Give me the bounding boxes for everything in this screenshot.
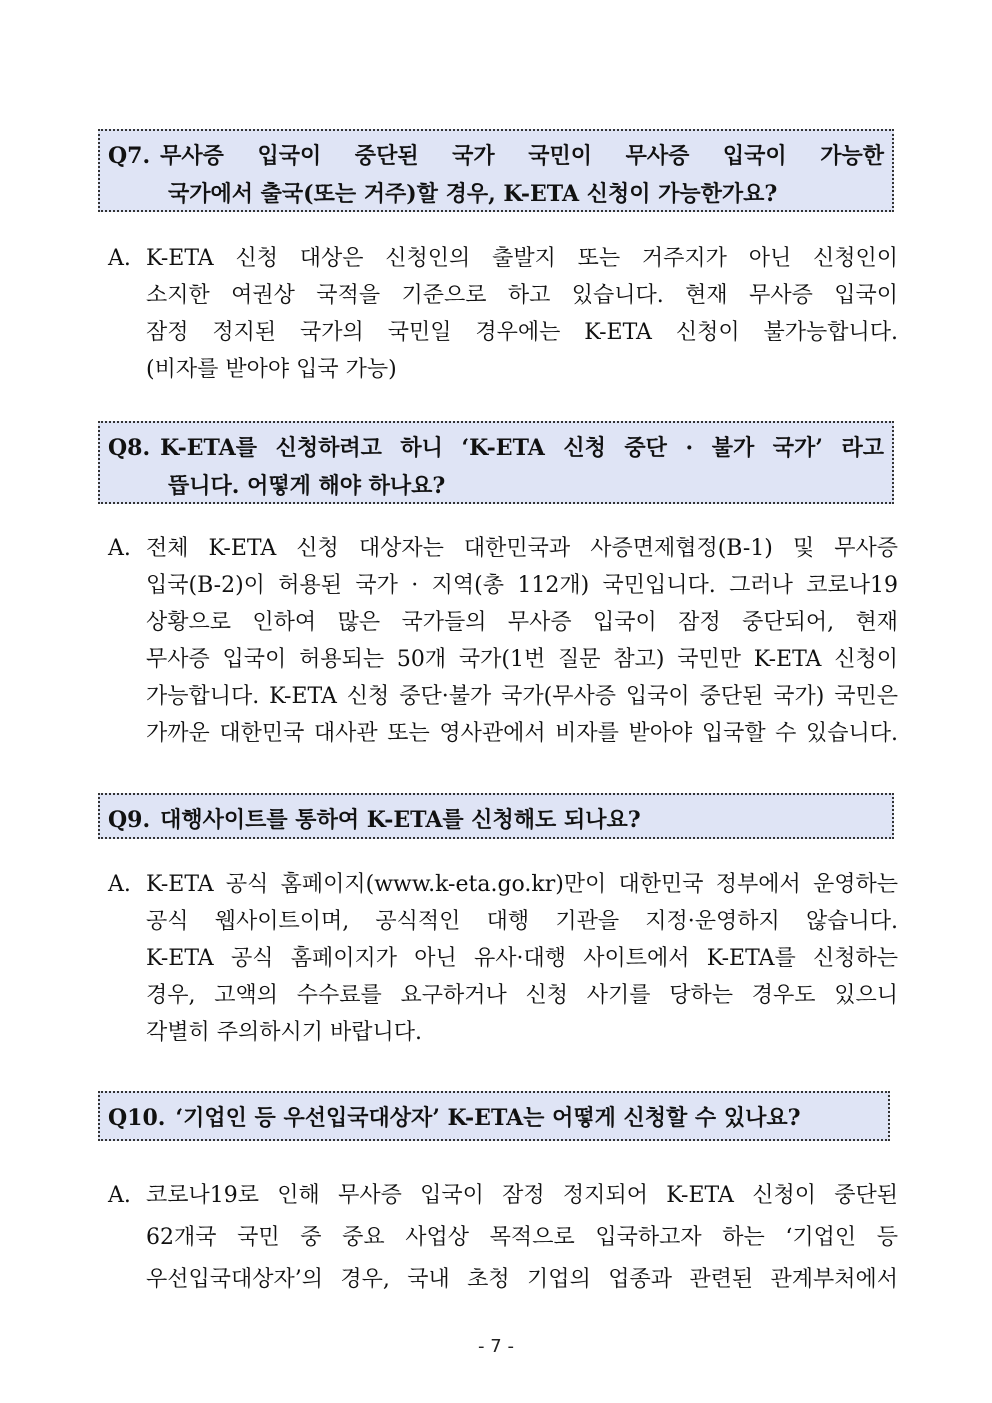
question-number: Q8. <box>108 435 151 461</box>
question-box-q8 <box>98 421 894 504</box>
answer-text: 코로나19로 인해 무사증 입국이 잠정 정지되어 K-ETA 신청이 중단된 <box>146 1183 898 1208</box>
answer-text: 무사증 입국이 허용되는 50개 국가(1번 질문 참고) 국민만 K-ETA 신청이 <box>146 647 898 672</box>
answer-text: 상황으로 인하여 많은 국가들의 무사증 입국이 잠정 중단되어, 현재 <box>146 610 898 635</box>
answer-label: A. <box>108 536 131 561</box>
question-text: 국가에서 출국(또는 거주)할 경우, K-ETA 신청이 가능한가요? <box>168 181 778 207</box>
question-number: Q7. <box>108 143 151 169</box>
answer-text: K-ETA 공식 홈페이지(www.k-eta.go.kr)만이 대한민국 정부에서 운영하는 <box>146 872 898 897</box>
answer-text: 경우, 고액의 수수료를 요구하거나 신청 사기를 당하는 경우도 있으니 <box>146 983 898 1008</box>
answer-text: K-ETA 신청 대상은 신청인의 출발지 또는 거주지가 아닌 신청인이 <box>146 246 898 271</box>
answer-text: 가까운 대한민국 대사관 또는 영사관에서 비자를 받아야 입국할 수 있습니다. <box>146 721 898 746</box>
answer-text: 전체 K-ETA 신청 대상자는 대한민국과 사증면제협정(B-1) 및 무사증 <box>146 536 898 561</box>
answer-text: 소지한 여권상 국적을 기준으로 하고 있습니다. 현재 무사증 입국이 <box>146 283 898 308</box>
answer-text: (비자를 받아야 입국 가능) <box>146 357 397 382</box>
answer-q9 <box>108 866 898 1051</box>
question-text: 뜹니다. 어떻게 해야 하나요? <box>168 473 446 499</box>
answer-line <box>108 1175 898 1217</box>
answer-q7 <box>108 240 898 388</box>
answer-label: A. <box>108 246 131 271</box>
answer-text: 각별히 주의하시기 바랍니다. <box>146 1020 423 1045</box>
answer-q10 <box>108 1175 898 1301</box>
answer-text: 62개국 국민 중 중요 사업상 목적으로 입국하고자 하는 ‘기업인 등 <box>146 1225 898 1250</box>
question-text: 무사증 입국이 중단된 국가 국민이 무사증 입국이 가능한 <box>160 143 884 169</box>
answer-q8 <box>108 530 898 752</box>
question-box-q7 <box>98 129 894 212</box>
question-text: K-ETA를 신청하려고 하니 ‘K-ETA 신청 중단 · 불가 국가’ 라고 <box>160 435 884 461</box>
question-box-q10 <box>98 1091 890 1141</box>
question-number: Q10. <box>108 1105 166 1131</box>
question-line <box>108 137 884 175</box>
answer-text: 입국(B-2)이 허용된 국가 · 지역(총 112개) 국민입니다. 그러나 코로나19 <box>146 573 898 598</box>
answer-label: A. <box>108 1183 131 1208</box>
answer-label: A. <box>108 872 131 897</box>
question-number: Q9. <box>108 807 151 833</box>
answer-text: 잠정 정지된 국가의 국민일 경우에는 K-ETA 신청이 불가능합니다. <box>146 320 898 345</box>
question-line <box>108 1099 880 1137</box>
answer-text: 우선입국대상자’의 경우, 국내 초청 기업의 업종과 관련된 관계부처에서 <box>146 1267 898 1292</box>
question-line <box>108 429 884 467</box>
answer-text: 공식 웹사이트이며, 공식적인 대행 기관을 지정·운영하지 않습니다. <box>146 909 898 934</box>
question-text: ‘기업인 등 우선입국대상자’ K-ETA는 어떻게 신청할 수 있나요? <box>175 1105 801 1131</box>
question-text: 대행사이트를 통하여 K-ETA를 신청해도 되나요? <box>160 807 641 833</box>
answer-text: 가능합니다. K-ETA 신청 중단·불가 국가(무사증 입국이 중단된 국가) 국민은 <box>146 684 898 709</box>
answer-line <box>108 240 898 277</box>
question-box-q9 <box>98 793 894 839</box>
answer-line <box>108 866 898 903</box>
page-number: - 7 - <box>478 1336 514 1357</box>
answer-line <box>108 530 898 567</box>
answer-text: K-ETA 공식 홈페이지가 아닌 유사·대행 사이트에서 K-ETA를 신청하는 <box>146 946 898 971</box>
question-line <box>108 801 884 839</box>
